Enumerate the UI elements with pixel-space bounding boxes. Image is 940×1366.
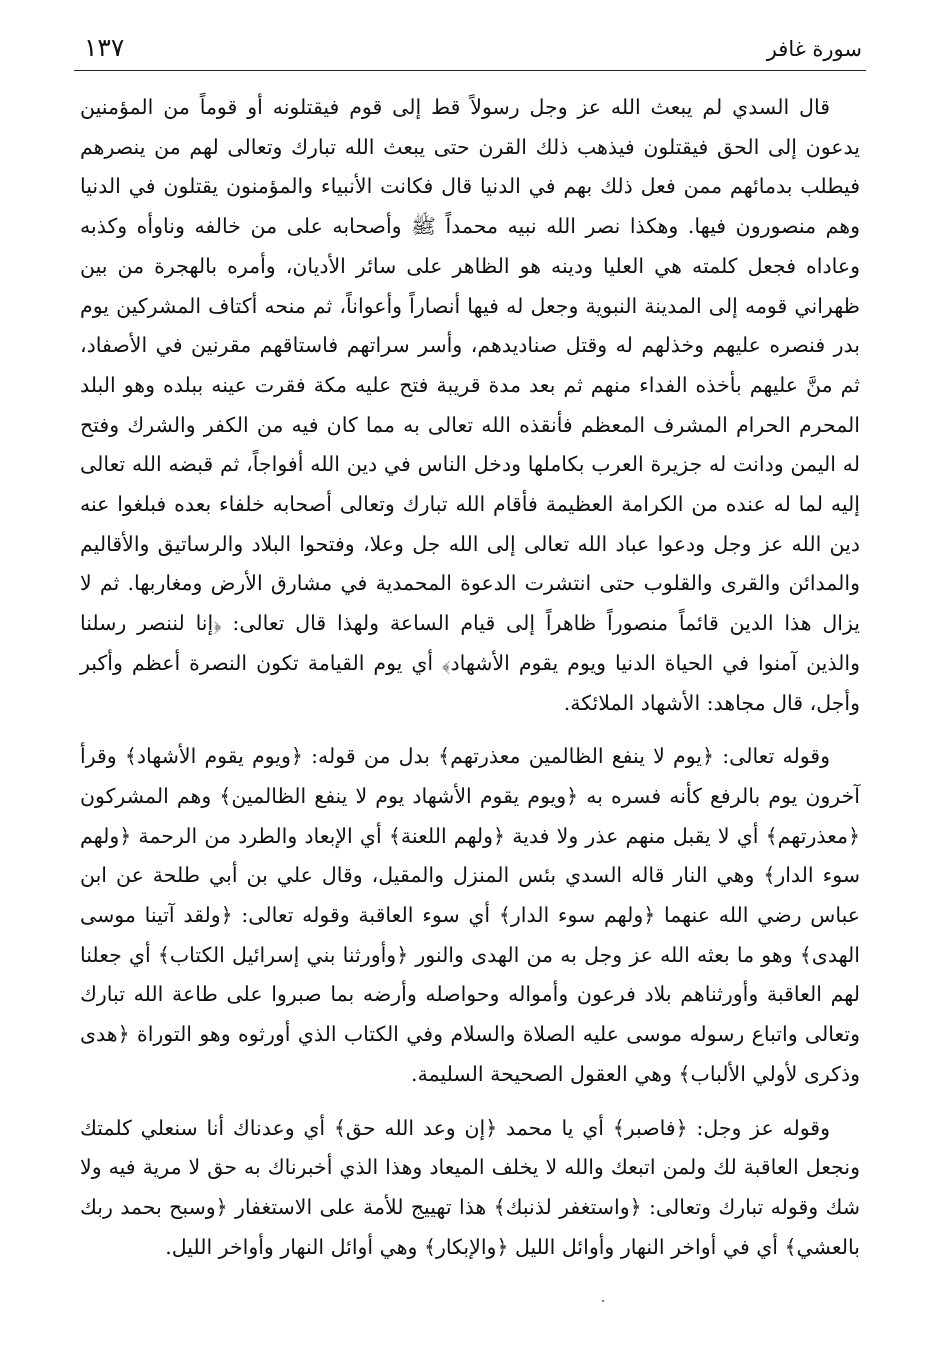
- paragraph: وقوله عز وجل: ﴿فاصبر﴾ أي يا محمد ﴿إن وعد الله حق﴾ أي وعدناك أنا سنعلي كلمتك ونجعل العاقبة لك ولمن اتبعك والله لا يخلف الميعاد وهذا الذي أخبرناك به حق لا مرية فيه ولا شك وقوله تبارك وتعالى: ﴿واستغفر لذنبك﴾ هذا تهييج للأمة على الاستغفار ﴿وسبح بحمد ربك بالعشي﴾ أي في أواخر النهار وأوائل الليل ﴿والإبكار﴾ وهي أوائل النهار وأواخر الليل.: [80, 1115, 860, 1259]
- page-number: ١٣٧: [84, 33, 125, 62]
- page-body: [80, 88, 860, 1267]
- paragraph: قال السدي لم يبعث الله عز وجل رسولاً قط إلى قوم فيقتلونه أو قوماً من المؤمنين يدعون إلى الحق فيقتلون فيذهب ذلك القرن حتى يبعث الله تبارك وتعالى لهم من ينصرهم فيطلب بدمائهم ممن فعل ذلك بهم في الدنيا قال فكانت الأنبياء والمؤمنون يقتلون في الدنيا وهم منصورون فيها. وهكذا نصر الله نبيه محمداً ﷺ وأصحابه على من خالفه وناوأه وكذبه وعاداه فجعل كلمته هي العليا ودينه هو الظاهر على سائر الأديان، وأمره بالهجرة من بين ظهراني قومه إلى المدينة النبوية وجعل له فيها أنصاراً وأعواناً، ثم منحه أكتاف المشركين يوم بدر فنصره عليهم وخذلهم له وقتل صناديدهم، وأسر سراتهم فاستاقهم مقرنين في الأصفاد، ثم منَّ عليهم بأخذه الفداء منهم ثم بعد مدة قريبة فتح عليه مكة فقرت عينه ببلده وهو البلد المحرم الحرام المشرف المعظم فأنقذه الله تعالى به مما كان فيه من الكفر والشرك وفتح له اليمن ودانت له جزيرة العرب بكاملها ودخل الناس في دين الله أفواجاً، ثم قبضه الله تعالى إليه لما له عنده من الكرامة العظيمة فأقام الله تبارك وتعالى أصحابه خلفاء بعده فبلغوا عنه دين الله عز وجل ودعوا عباد الله تعالى إلى الله جل وعلا، وفتحوا البلاد والرساتيق والأقاليم والمدائن والقرى والقلوب حتى انتشرت الدعوة المحمدية في مشارق الأرض ومغاربها. ثم لا يزال هذا الدين قائماً منصوراً ظاهراً إلى قيام الساعة ولهذا قال تعالى: ﴿إنا لننصر رسلنا والذين آمنوا في الحياة الدنيا ويوم يقوم الأشهاد﴾ أي يوم القيامة تكون النصرة أعظم وأكبر وأجل، قال مجاهد: الأشهاد الملائكة.: [80, 95, 860, 715]
- paragraph: وقوله تعالى: ﴿يوم لا ينفع الظالمين معذرتهم﴾ بدل من قوله: ﴿ويوم يقوم الأشهاد﴾ وقرأ آخرون يوم بالرفع كأنه فسره به ﴿ويوم يقوم الأشهاد يوم لا ينفع الظالمين﴾ وهم المشركون ﴿معذرتهم﴾ أي لا يقبل منهم عذر ولا فدية ﴿ولهم اللعنة﴾ أي الإبعاد والطرد من الرحمة ﴿ولهم سوء الدار﴾ وهي النار قاله السدي بئس المنزل والمقيل، وقال علي بن أبي طلحة عن ابن عباس رضي الله عنهما ﴿ولهم سوء الدار﴾ أي سوء العاقبة وقوله تعالى: ﴿ولقد آتينا موسى الهدى﴾ وهو ما بعثه الله عز وجل به من الهدى والنور ﴿وأورثنا بني إسرائيل الكتاب﴾ أي جعلنا لهم العاقبة وأورثناهم بلاد فرعون وأمواله وحواصله وأرضه بما صبروا على طاعة الله تبارك وتعالى واتباع رسوله موسى عليه الصلاة والسلام وفي الكتاب الذي أورثوه وهو التوراة ﴿هدى وذكرى لأولي الألباب﴾ وهي العقول الصحيحة السليمة.: [80, 744, 860, 1086]
- header-divider: [74, 70, 866, 71]
- page-header: [78, 34, 862, 70]
- scan-speck: [602, 1300, 604, 1302]
- surah-title: سورة غافر: [766, 37, 862, 61]
